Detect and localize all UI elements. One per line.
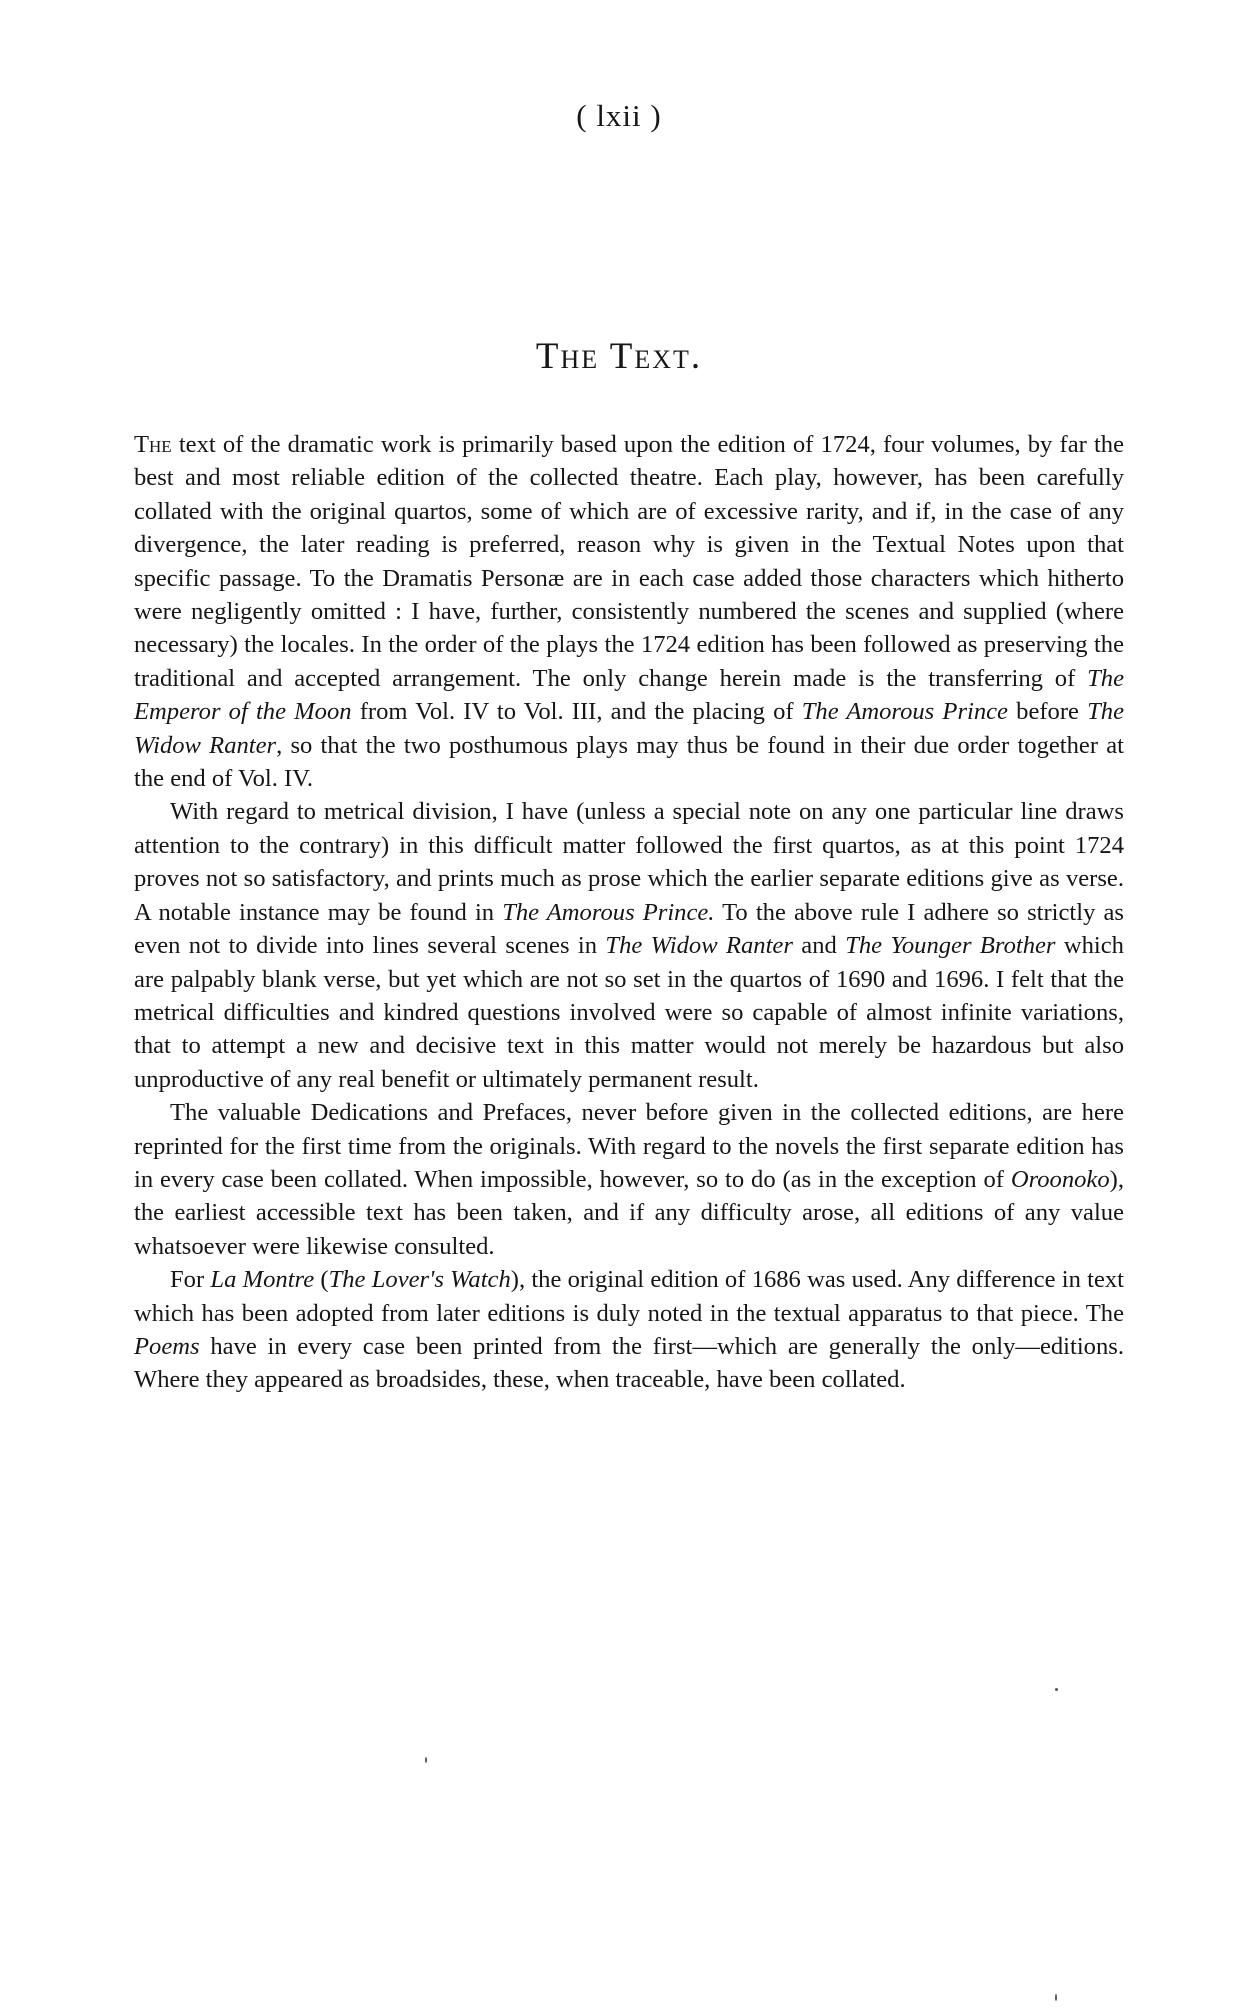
paragraph-dedications-novels xyxy=(134,1096,1124,1263)
work-title: The Lover's Watch xyxy=(328,1266,511,1294)
play-title: The Widow Ranter xyxy=(605,932,793,960)
text-run: have in every case been printed from the first—which are generally the only—editions. Where they appeared as broadsides, these, when traceable, have been collated. xyxy=(134,1332,1124,1394)
text-run: and xyxy=(792,932,846,960)
text-run: With regard to metrical division, I have (unless a special note on any one particular line draws attention to the contrary) in this difficult matter followed the first quartos, as at this point 1724 proves not so satisfactory, and prints much as prose which the earlier separate editions give as verse. A notable instance may be found in xyxy=(134,798,1124,926)
paragraph-la-montre-poems xyxy=(134,1263,1124,1397)
text-run: from Vol. IV to Vol. III, and the placing of xyxy=(351,698,802,726)
ink-speck xyxy=(1055,1994,1057,2001)
work-title: La Montre xyxy=(210,1266,315,1294)
text-run: which are palpably blank verse, but yet which are not so set in the quartos of 1690 and 1696. I felt that the metrical difficulties and kindred questions involved were so capable of almost infinite variations, that to attempt a new and decisive text in this matter would not merely be hazardous but also unproductive of any real benefit or ultimately permanent result. xyxy=(134,932,1124,1093)
play-title: The Amorous Prince. xyxy=(502,898,715,926)
text-run: ( xyxy=(314,1266,329,1294)
play-title: The Widow Ranter xyxy=(134,698,1124,759)
play-title: The Emperor of the Moon xyxy=(134,664,1124,726)
ink-speck xyxy=(1055,1688,1058,1691)
text-run: , so that the two posthumous plays may thus be found in their due order together at the end of Vol. IV. xyxy=(134,731,1124,793)
play-title: The Younger Brother xyxy=(845,932,1056,960)
novel-title: Oroonoko xyxy=(1010,1165,1110,1193)
paragraph-text-sources xyxy=(134,428,1124,795)
paragraph-lead-word: The xyxy=(134,431,172,458)
text-run: For xyxy=(170,1266,211,1294)
text-run: text of the dramatic work is primarily based upon the edition of 1724, four volumes, by far the best and most reliable edition of the collected theatre. Each play, however, has been carefully collated with the original quartos, some of which are of excessive rarity, and if, in the case of any divergence, the later reading is preferred, reason why is given in the Textual Notes upon that specific passage. To the Dramatis Personæ are in each case added those characters which hitherto were negligently omitted : I have, further, consistently numbered the scenes and supplied (where necessary) the locales. In the order of the plays the 1724 edition has been followed as preserving the traditional and accepted arrangement. The only change herein made is the transferring of xyxy=(134,431,1124,692)
page-number: ( lxii ) xyxy=(576,98,662,133)
body-text xyxy=(134,428,1124,1397)
section-heading: The Text. xyxy=(535,336,703,377)
text-run: before xyxy=(1007,698,1088,726)
text-run: To the above rule I adhere so strictly as even not to divide into lines several scenes in xyxy=(134,898,1124,960)
ink-speck xyxy=(425,1757,427,1763)
work-title: Poems xyxy=(134,1332,200,1360)
text-run: The valuable Dedications and Prefaces, never before given in the collected editions, are here reprinted for the first time from the originals. With regard to the novels the first separate edition has in every case been collated. When impossible, however, so to do (as in the exception of xyxy=(134,1099,1124,1193)
text-run: ), the earliest accessible text has been taken, and if any difficulty arose, all editions of any value whatsoever were likewise consulted. xyxy=(134,1165,1124,1260)
play-title: The Amorous Prince xyxy=(801,698,1008,726)
text-run: ), the original edition of 1686 was used. Any difference in text which has been adopted from later editions is duly noted in the textual apparatus to that piece. The xyxy=(134,1266,1124,1327)
paragraph-metrical-division xyxy=(134,795,1124,1096)
